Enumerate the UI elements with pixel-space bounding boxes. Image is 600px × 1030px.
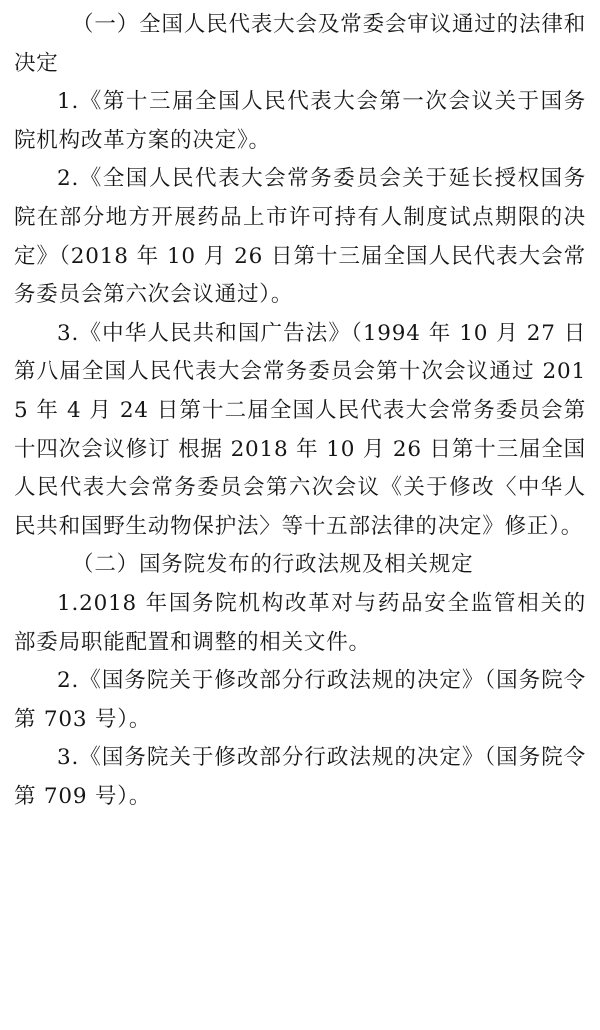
- section-heading-regulations: （二）国务院发布的行政法规及相关规定: [72, 552, 474, 578]
- list-item-regulation-2: 2.《国务院关于修改部分行政法规的决定》（国务院令第 703 号）。: [14, 668, 586, 732]
- section-heading-laws: （一）全国人民代表大会及常委会审议通过的法律和决定: [14, 12, 586, 76]
- list-item-regulation-3: 3.《国务院关于修改部分行政法规的决定》（国务院令第 709 号）。: [14, 745, 586, 809]
- list-item-law-3: 3.《中华人民共和国广告法》（1994 年 10 月 27 日第八届全国人民代表大会常务委员会第十次会议通过 2015 年 4 月 24 日第十二届全国人民代表大会常务委员会第十四次会议修订 根据 2018 年 10 月 26 日第十三届全国人民代表大会常务委员会第六次会议《关于修改〈中华人民共和国野生动物保护法〉等十五部法律的决定》修正）。: [14, 320, 586, 539]
- list-item-regulation-1: 1.2018 年国务院机构改革对与药品安全监管相关的部委局职能配置和调整的相关文件。: [14, 590, 586, 655]
- list-item-law-1: 1.《第十三届全国人民代表大会第一次会议关于国务院机构改革方案的决定》。: [14, 89, 586, 153]
- list-item-law-2: 2.《全国人民代表大会常务委员会关于延长授权国务院在部分地方开展药品上市许可持有人制度试点期限的决定》（2018 年 10 月 26 日第十三届全国人民代表大会常务委员会第六次会议通过）。: [14, 166, 586, 308]
